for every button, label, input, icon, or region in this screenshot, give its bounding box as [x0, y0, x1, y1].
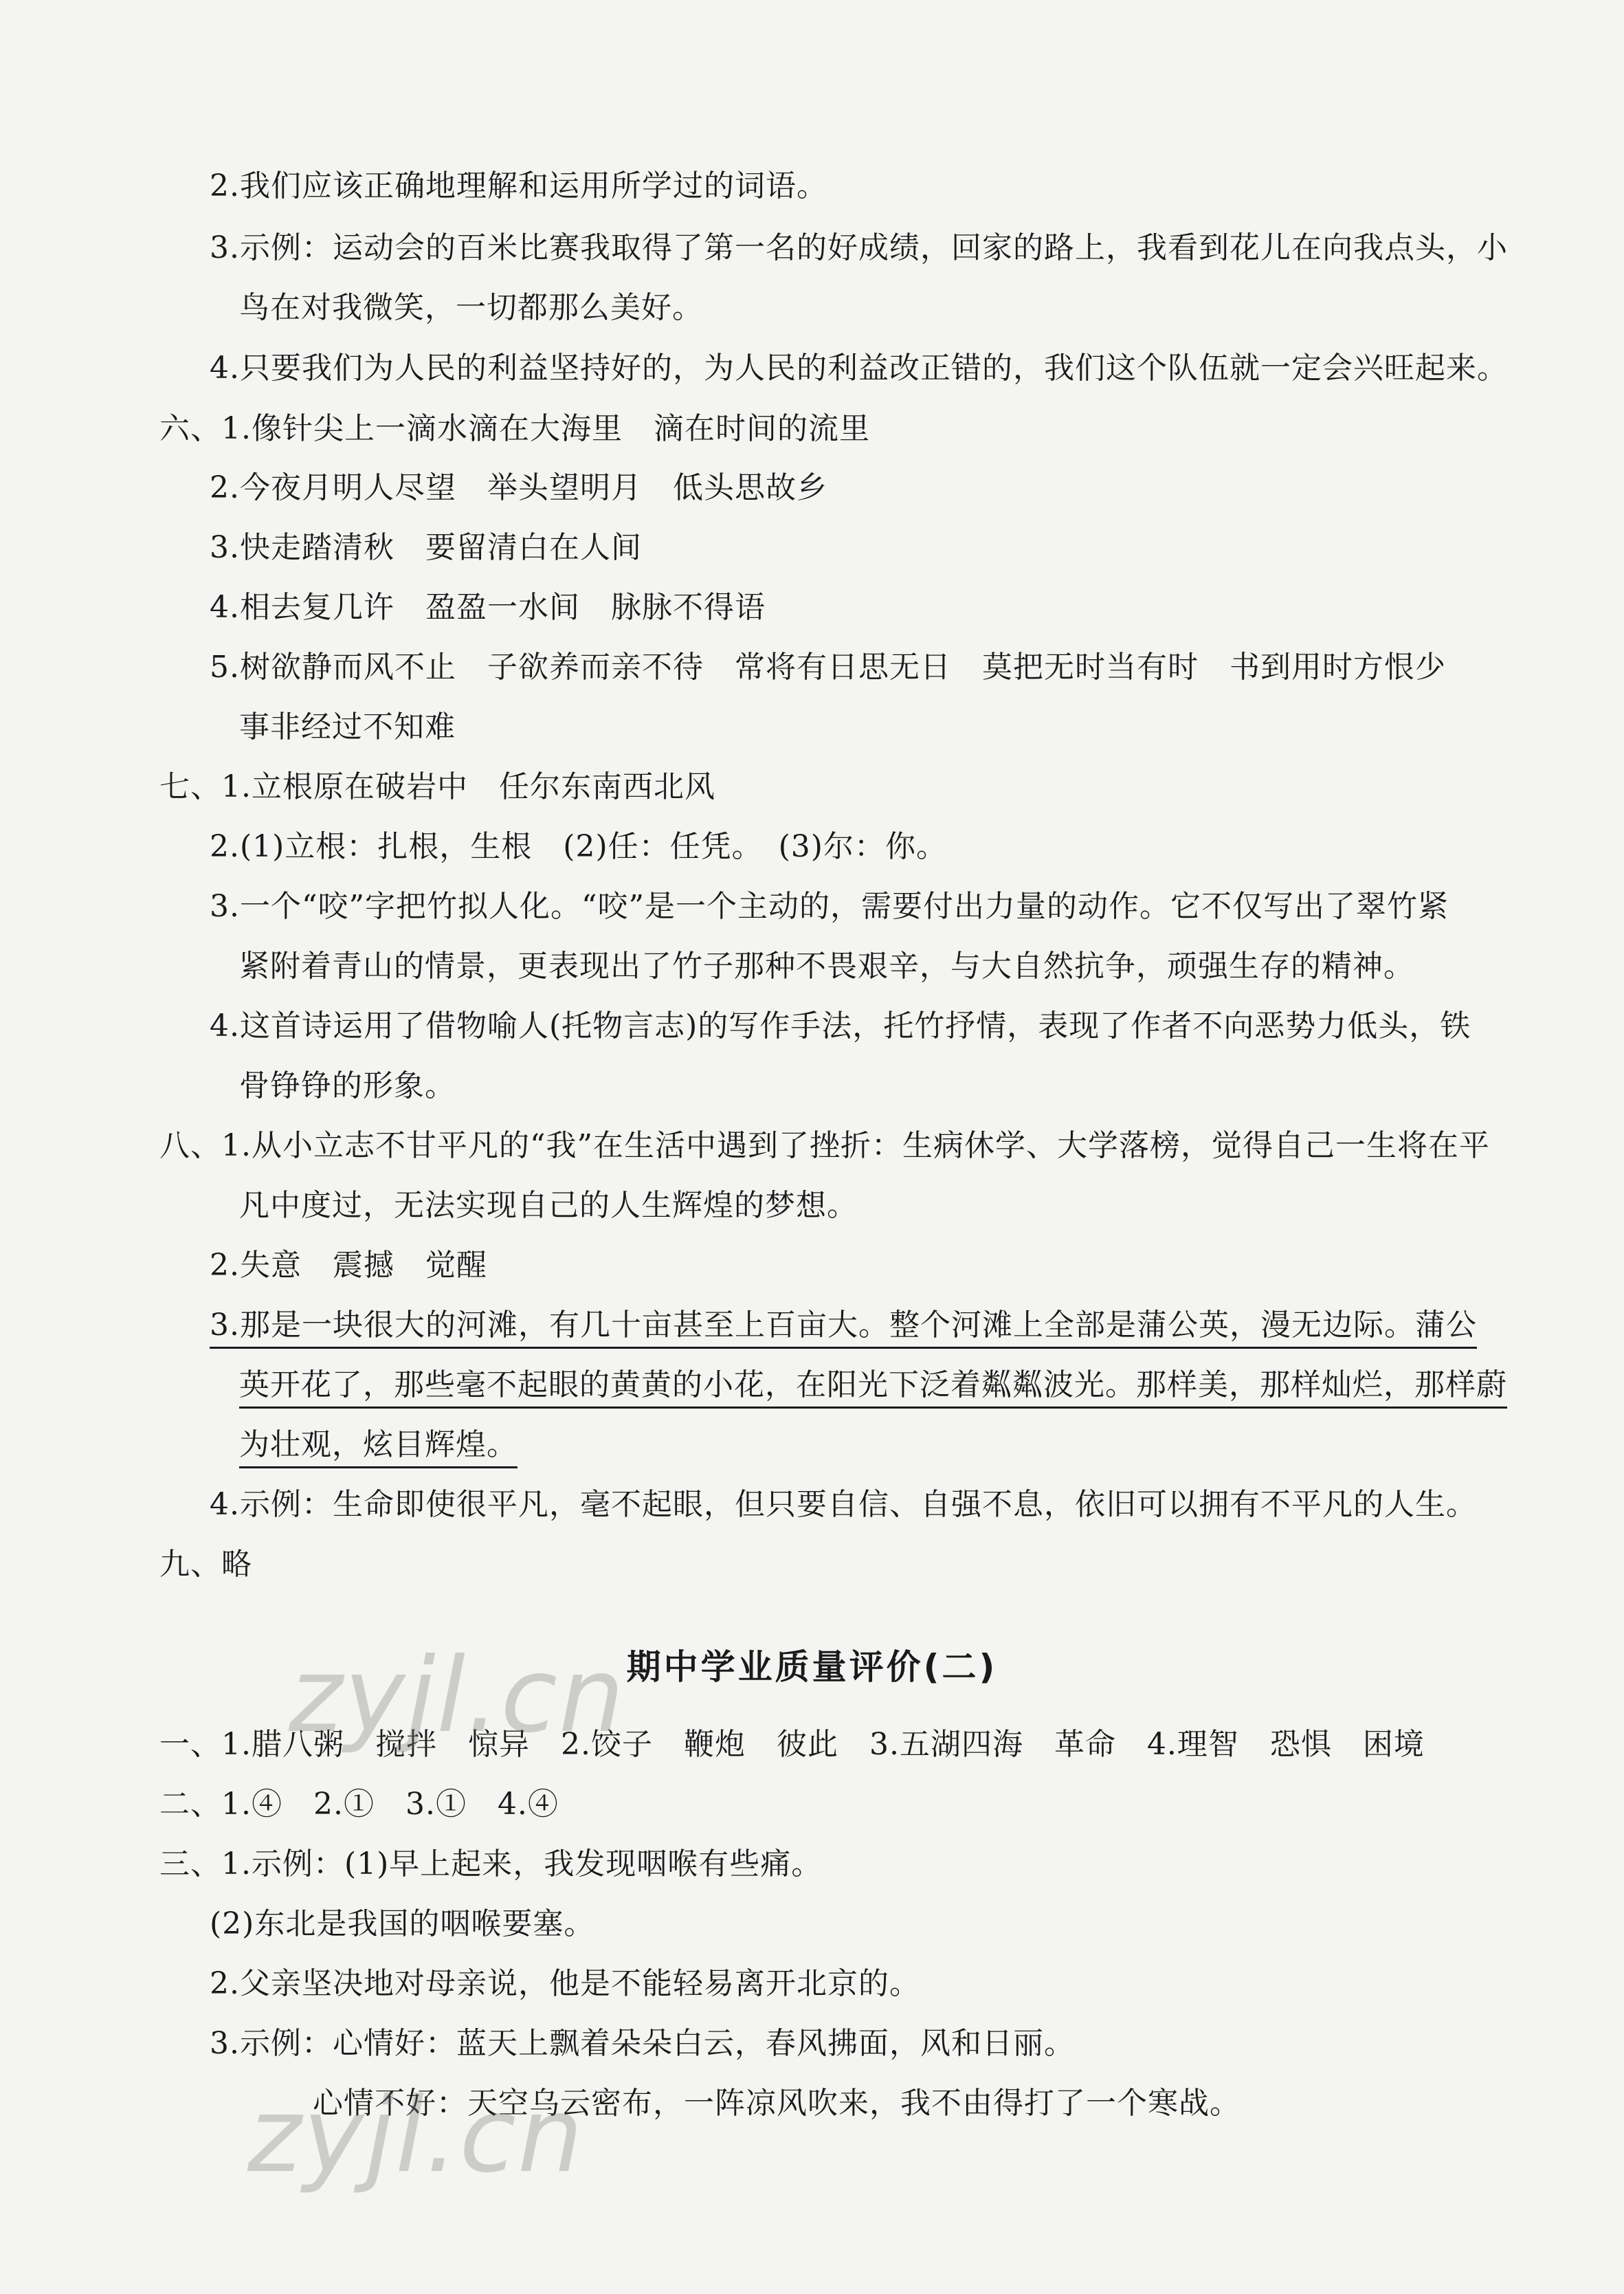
answer-line: 2.(1)立根：扎根，生根 (2)任：任凭。 (3)尔：你。 — [210, 829, 947, 864]
answer-line: 二、1.④ 2.① 3.① 4.④ — [159, 1787, 559, 1822]
answer-line: (2)东北是我国的咽喉要塞。 — [210, 1906, 595, 1941]
underlined-answer-line: 为壮观，炫目辉煌。 — [239, 1424, 518, 1466]
answer-line: 紧附着青山的情景，更表现出了竹子那种不畏艰辛，与大自然抗争，顽强生存的精神。 — [239, 949, 1414, 984]
answer-line: 八、1.从小立志不甘平凡的“我”在生活中遇到了挫折：生病休学、大学落榜，觉得自己一生将在平 — [159, 1128, 1490, 1163]
answer-line: 3.示例：运动会的百米比赛我取得了第一名的好成绩，回家的路上，我看到花儿在向我点头，小 — [210, 230, 1508, 265]
answer-line: 一、1.腊八粥 搅拌 惊异 2.饺子 鞭炮 彼此 3.五湖四海 革命 4.理智 恐惧 困境 — [159, 1727, 1425, 1762]
answer-line: 六、1.像针尖上一滴水滴在大海里 滴在时间的流里 — [159, 411, 870, 446]
answer-line: 3.示例：心情好：蓝天上飘着朵朵白云，春风拂面，风和日丽。 — [210, 2026, 1075, 2061]
answer-line: 骨铮铮的形象。 — [239, 1068, 456, 1103]
answer-line: 2.失意 震撼 觉醒 — [210, 1248, 487, 1283]
answer-line: 三、1.示例：(1)早上起来，我发现咽喉有些痛。 — [159, 1846, 823, 1882]
answer-line: 七、1.立根原在破岩中 任尔东南西北风 — [159, 769, 715, 804]
answer-line: 4.示例：生命即使很平凡，毫不起眼，但只要自信、自强不息，依旧可以拥有不平凡的人生。 — [210, 1487, 1477, 1522]
underlined-answer-line: 3.那是一块很大的河滩，有几十亩甚至上百亩大。整个河滩上全部是蒲公英，漫无边际。蒲公 — [210, 1305, 1477, 1346]
watermark-top: zyjl.cn — [289, 1636, 626, 1756]
answer-line: 2.父亲坚决地对母亲说，他是不能轻易离开北京的。 — [210, 1966, 920, 2001]
underlined-answer-line: 英开花了，那些毫不起眼的黄黄的小花，在阳光下泛着粼粼波光。那样美，那样灿烂，那样蔚 — [239, 1365, 1507, 1406]
answer-line: 心情不好：天空乌云密布，一阵凉风吹来，我不由得打了一个寒战。 — [313, 2086, 1241, 2121]
answer-line: 3.快走踏清秋 要留清白在人间 — [210, 530, 642, 565]
watermark-bottom: zyjl.cn — [247, 2076, 585, 2196]
answer-line: 2.今夜月明人尽望 举头望明月 低头思故乡 — [210, 470, 827, 505]
answer-line: 4.只要我们为人民的利益坚持好的，为人民的利益改正错的，我们这个队伍就一定会兴旺起来。 — [210, 351, 1508, 386]
answer-line: 九、略 — [159, 1547, 252, 1582]
answer-line: 事非经过不知难 — [239, 709, 456, 745]
answer-line: 凡中度过，无法实现自己的人生辉煌的梦想。 — [239, 1188, 858, 1223]
answer-line: 3.一个“咬”字把竹拟人化。“咬”是一个主动的，需要付出力量的动作。它不仅写出了翠竹紧 — [210, 889, 1449, 924]
answer-line: 5.树欲静而风不止 子欲养而亲不待 常将有日思无日 莫把无时当有时 书到用时方恨少 — [210, 650, 1446, 685]
answer-line: 4.这首诗运用了借物喻人(托物言志)的写作手法，托竹抒情，表现了作者不向恶势力低头，铁 — [210, 1008, 1471, 1044]
answer-line: 4.相去复几许 盈盈一水间 脉脉不得语 — [210, 590, 766, 625]
section-title: 期中学业质量评价(二) — [626, 1647, 998, 1687]
answer-line: 鸟在对我微笑，一切都那么美好。 — [239, 290, 703, 325]
answer-line: 2.我们应该正确地理解和运用所学过的词语。 — [210, 168, 827, 203]
